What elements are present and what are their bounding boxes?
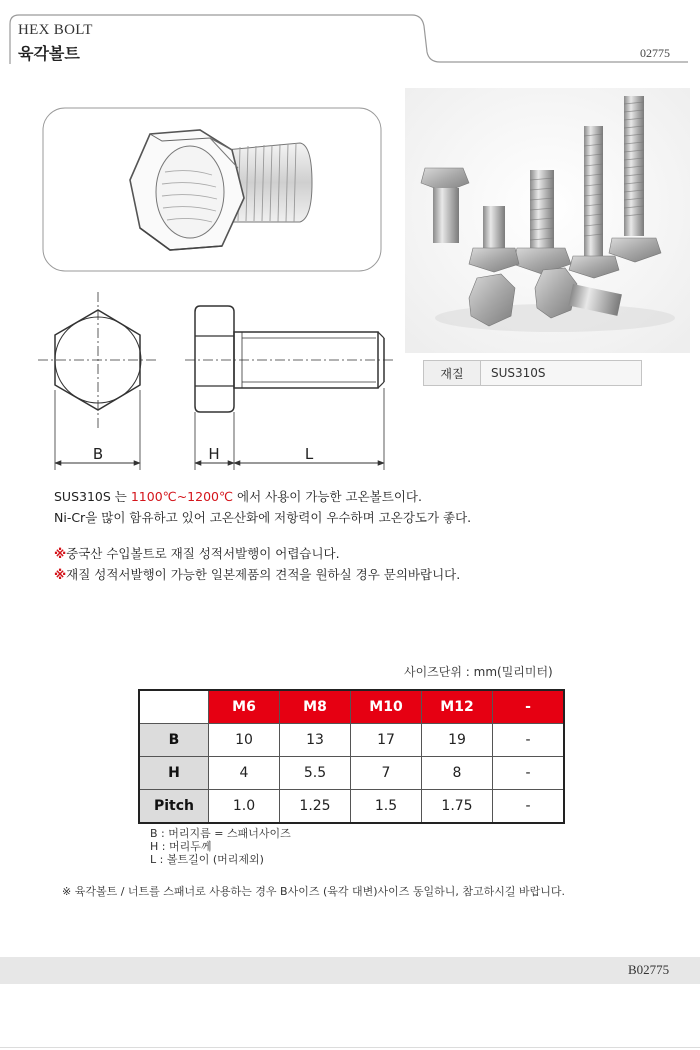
- table-row: [139, 790, 564, 824]
- note-item: [54, 543, 460, 564]
- front-view: [38, 292, 158, 470]
- note-mark: ※: [54, 567, 67, 582]
- table-row: [139, 757, 564, 790]
- table-cell: 1.5: [351, 790, 422, 824]
- description-line-1-pre: SUS310S 는: [54, 489, 131, 504]
- sketch-illustration: [43, 108, 381, 271]
- title-korean: 육각볼트: [18, 44, 80, 63]
- column-header: M10: [351, 690, 422, 724]
- footer-bar: [0, 957, 700, 984]
- table-cell: 1.75: [422, 790, 493, 824]
- dimension-b-label: B: [92, 445, 104, 463]
- table-cell: 1.25: [280, 790, 351, 824]
- row-header: Pitch: [139, 790, 209, 824]
- note-item: [54, 564, 460, 585]
- column-header: M12: [422, 690, 493, 724]
- legend-item: H : 머리두께: [150, 840, 212, 853]
- description: [54, 486, 471, 528]
- dimension-h-label: H: [208, 445, 220, 463]
- dimension-legend: [150, 827, 291, 866]
- temperature-range: 1100℃~1200℃: [130, 489, 234, 504]
- note-text: 재질 성적서발행이 가능한 일본제품의 견적을 원하실 경우 문의바랍니다.: [66, 567, 461, 582]
- material-label: 재질: [424, 361, 481, 386]
- table-cell: 19: [422, 724, 493, 757]
- product-code: 02775: [640, 46, 670, 60]
- column-header: M8: [280, 690, 351, 724]
- notes: [54, 543, 460, 585]
- table-cell: -: [493, 790, 565, 824]
- description-line-1-post: 에서 사용이 가능한 고온볼트이다.: [233, 489, 422, 504]
- note-mark: ※: [54, 546, 67, 561]
- table-cell: 17: [351, 724, 422, 757]
- table-cell: 8: [422, 757, 493, 790]
- size-table: [138, 689, 565, 824]
- column-header: -: [493, 690, 565, 724]
- dimension-l-label: L: [304, 445, 314, 463]
- description-line-2: Ni-Cr을 많이 함유하고 있어 고온산화에 저항력이 우수하며 고온강도가 좋다.: [54, 510, 472, 525]
- legend-item: L : 볼트길이 (머리제외): [150, 853, 264, 866]
- footnote: ※ 육각볼트 / 너트를 스패너로 사용하는 경우 B사이즈 (육각 대변)사이즈 동일하니, 참고하시길 바랍니다.: [62, 885, 566, 898]
- table-cell: 10: [209, 724, 280, 757]
- footer-divider: [0, 1047, 700, 1048]
- table-cell: 13: [280, 724, 351, 757]
- table-corner: [139, 690, 209, 724]
- column-header: M6: [209, 690, 280, 724]
- table-cell: -: [493, 757, 565, 790]
- table-cell: 5.5: [280, 757, 351, 790]
- table-row: [139, 724, 564, 757]
- table-cell: 7: [351, 757, 422, 790]
- table-cell: -: [493, 724, 565, 757]
- table-cell: 4: [209, 757, 280, 790]
- table-cell: 1.0: [209, 790, 280, 824]
- footer-code: B02775: [628, 962, 670, 977]
- material-value: SUS310S: [481, 361, 642, 386]
- material-table: [423, 360, 642, 386]
- description-line-1: [54, 486, 471, 507]
- row-header: H: [139, 757, 209, 790]
- row-header: B: [139, 724, 209, 757]
- title-english: HEX BOLT: [18, 22, 93, 38]
- size-unit: 사이즈단위 : mm(밀리미터): [404, 665, 553, 679]
- product-photo: [405, 88, 690, 353]
- note-text: 중국산 수입볼트로 재질 성적서발행이 어렵습니다.: [66, 546, 340, 561]
- legend-item: B : 머리지름 = 스패너사이즈: [150, 827, 291, 840]
